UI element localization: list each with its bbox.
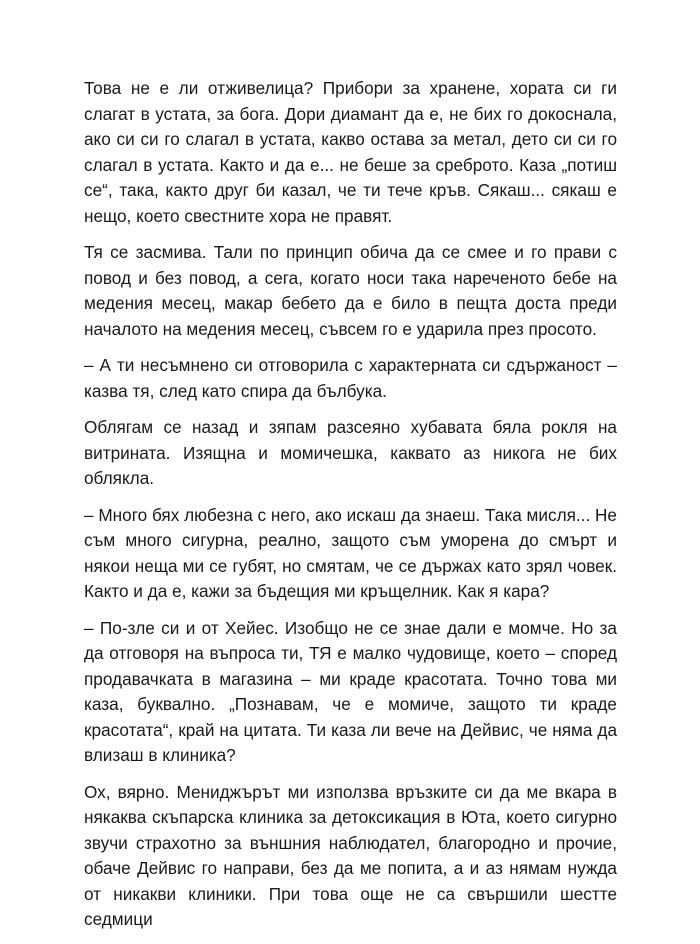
paragraph-7: Ох, вярно. Мениджърът ми използва връзките си да ме вкара в някаква скъпарска клиника за детоксикация в Юта, което сигурно звучи страхотно за външния наблюдател, благородно и прочие, обаче Дейвис го направи, без да ме попита, а и аз нямам нужда от никакви клиники. При това още не са свършили шестте седмици — [84, 781, 617, 929]
paragraph-5: – Много бях любезна с него, ако искаш да знаеш. Така мисля... Не съм много сигурна, реално, защото съм уморена до смърт и някои неща ми се губят, но смятам, че се държах като зрял човек. Както и да е, кажи за бъдещия ми кръщелник. Как я кара? — [84, 504, 617, 601]
paragraph-1: Това не е ли отживелица? Прибори за хранене, хората си ги слагат в устата, за бога. Дори диамант да е, не бих го докоснала, ако си си го слагал в устата, какво остава за метал, дето си си го слагал в устата. Както и да е... не беше за среброто. Каза „потиш се“, така, както друг би казал, че ти тече кръв. Сякаш... сякаш е нещо, което свестните хора не правят. — [84, 78, 617, 226]
paragraph-3: – А ти несъмнено си отговорила с характерната си сдържаност – казва тя, след като спира да бълбука. — [84, 355, 617, 401]
paragraph-6: – По-зле си и от Хейес. Изобщо не се знае дали е момче. Но за да отговоря на въпроса ти, ТЯ е малко чудовище, което – според продавачката в магазина – ми краде красотата. Точно това ми каза, буквално. „Познавам, че е момиче, защото ти краде красотата“, край на цитата. Ти каза ли вече на Дейвис, че няма да влизаш в клиника? — [84, 617, 617, 765]
body-text — [84, 76, 617, 944]
paragraph-2: Тя се засмива. Тали по принцип обича да се смее и го прави с повод и без повод, а сега, когато носи така нареченото бебе на медения месец, макар бебето да е било в пещта доста преди началото на медения месец, съвсем го е ударила през просото. — [84, 242, 617, 339]
paragraph-4: Облягам се назад и зяпам разсеяно хубавата бяла рокля на витрината. Изящна и момичешка, каквато аз никога не бих облякла. — [84, 417, 617, 488]
